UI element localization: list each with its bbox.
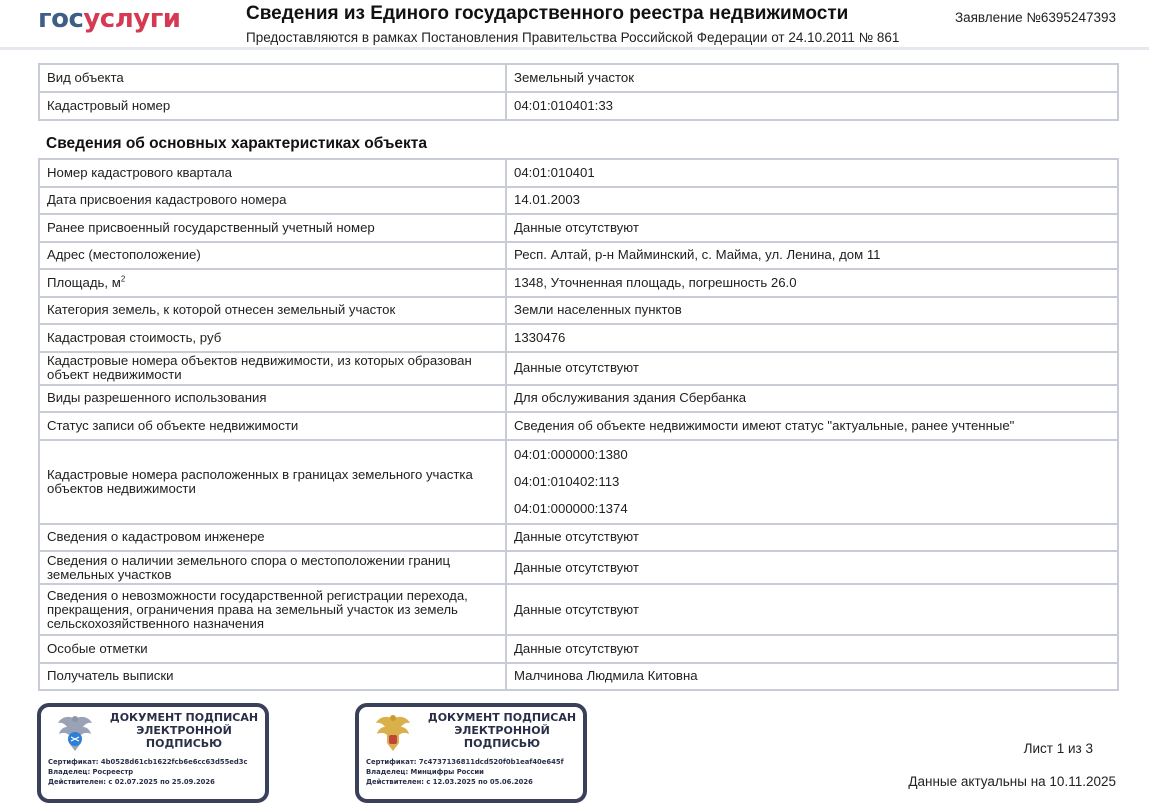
stamp-owner: Владелец: Минцифры России — [366, 768, 484, 776]
table-row — [39, 385, 1118, 413]
table-row — [39, 584, 1118, 635]
page-number: Лист 1 из 3 — [1023, 741, 1093, 756]
electronic-signature-stamp — [37, 703, 269, 803]
row-value: Земельный участок — [506, 64, 1118, 92]
object-summary-table — [38, 63, 1119, 121]
row-label: Кадастровый номер — [39, 92, 506, 120]
row-label: Статус записи об объекте недвижимости — [39, 412, 506, 440]
row-label: Особые отметки — [39, 635, 506, 663]
cadastral-number-item: 04:01:000000:1380 — [514, 447, 628, 462]
table-row — [39, 269, 1118, 297]
stamp-details — [366, 757, 564, 787]
row-label: Виды разрешенного использования — [39, 385, 506, 413]
row-label — [39, 269, 506, 297]
row-value: 04:01:010401 — [506, 159, 1118, 187]
table-row — [39, 524, 1118, 552]
row-label: Сведения о наличии земельного спора о местоположении границ земельных участков — [39, 551, 506, 584]
area-unit-superscript: 2 — [120, 274, 126, 284]
table-row — [39, 551, 1118, 584]
table-row — [39, 297, 1118, 325]
row-value: Малчинова Людмила Китовна — [506, 663, 1118, 691]
stamp-certificate: Сертификат: 4b0528d61cb1622fcb6e6cc63d55ed3c — [48, 758, 248, 766]
stamp-details — [48, 757, 248, 787]
rosreestr-eagle-icon — [55, 713, 95, 757]
cadastral-number-item: 04:01:010402:113 — [514, 474, 620, 489]
area-label: Площадь, м — [47, 274, 121, 290]
row-label: Сведения о кадастровом инженере — [39, 524, 506, 552]
stamp-heading-line: ДОКУМЕНТ ПОДПИСАН — [109, 711, 259, 724]
stamp-heading-line: ЭЛЕКТРОННОЙ — [454, 724, 550, 737]
table-row — [39, 352, 1118, 385]
row-value: 1348, Уточненная площадь, погрешность 26.0 — [506, 269, 1118, 297]
cadastral-number-item: 04:01:000000:1374 — [514, 501, 628, 516]
row-value: 04:01:010401:33 — [506, 92, 1118, 120]
row-value: Данные отсутствуют — [506, 524, 1118, 552]
row-label: Вид объекта — [39, 64, 506, 92]
row-label: Номер кадастрового квартала — [39, 159, 506, 187]
table-row — [39, 214, 1118, 242]
data-actual-date: Данные актуальны на 10.11.2025 — [908, 774, 1116, 789]
document-subtitle: Предоставляются в рамках Постановления Правительства Российской Федерации от 24.10.2011 № 861 — [246, 30, 900, 45]
stamp-owner: Владелец: Росреестр — [48, 768, 134, 776]
row-label: Получатель выписки — [39, 663, 506, 691]
table-row — [39, 412, 1118, 440]
electronic-signature-stamp — [355, 703, 587, 803]
document-title: Сведения из Единого государственного реестра недвижимости — [246, 3, 849, 24]
table-row — [39, 64, 1118, 92]
row-value: Для обслуживания здания Сбербанка — [506, 385, 1118, 413]
gosuslugi-logo[interactable] — [38, 4, 181, 34]
stamp-heading-line: ЭЛЕКТРОННОЙ — [136, 724, 232, 737]
table-row — [39, 440, 1118, 524]
row-label: Сведения о невозможности государственной регистрации перехода, прекращения, ограничения права на земельный участок из земель сельскохозяйственного назначения — [39, 584, 506, 635]
document-header — [0, 0, 1149, 50]
russia-coat-of-arms-icon — [373, 713, 413, 757]
stamp-heading-line: ДОКУМЕНТ ПОДПИСАН — [427, 711, 577, 724]
table-row — [39, 92, 1118, 120]
stamp-heading-line: ПОДПИСЬЮ — [145, 737, 223, 750]
row-value: Данные отсутствуют — [506, 214, 1118, 242]
stamp-heading-line: ПОДПИСЬЮ — [463, 737, 541, 750]
row-label: Кадастровая стоимость, руб — [39, 324, 506, 352]
row-value: Земли населенных пунктов — [506, 297, 1118, 325]
table-row — [39, 663, 1118, 691]
row-value: 14.01.2003 — [506, 187, 1118, 215]
row-value: Данные отсутствуют — [506, 352, 1118, 385]
row-value: Данные отсутствуют — [506, 635, 1118, 663]
stamp-certificate: Сертификат: 7c4737136811dcd520f0b1eaf40e645f — [366, 758, 564, 766]
row-value: 1330476 — [506, 324, 1118, 352]
row-value: Данные отсутствуют — [506, 551, 1118, 584]
stamp-validity: Действителен: с 12.03.2025 по 05.06.2026 — [366, 778, 533, 786]
row-label: Адрес (местоположение) — [39, 242, 506, 270]
application-number: Заявление №6395247393 — [954, 10, 1116, 25]
row-label: Кадастровые номера расположенных в границах земельного участка объектов недвижимости — [39, 440, 506, 524]
row-label: Дата присвоения кадастрового номера — [39, 187, 506, 215]
row-value-list — [506, 440, 1118, 524]
stamp-heading — [417, 711, 587, 750]
section-title: Сведения об основных характеристиках объекта — [46, 135, 428, 152]
table-row — [39, 324, 1118, 352]
row-label: Ранее присвоенный государственный учетный номер — [39, 214, 506, 242]
stamp-heading — [99, 711, 269, 750]
table-row — [39, 159, 1118, 187]
stamp-validity: Действителен: с 02.07.2025 по 25.09.2026 — [48, 778, 215, 786]
logo-part-gos: гос — [38, 4, 84, 34]
logo-part-uslugi: услуги — [83, 4, 181, 34]
row-value: Данные отсутствуют — [506, 584, 1118, 635]
row-value: Респ. Алтай, р-н Майминский, с. Майма, ул. Ленина, дом 11 — [506, 242, 1118, 270]
table-row — [39, 187, 1118, 215]
row-value: Сведения об объекте недвижимости имеют статус "актуальные, ранее учтенные" — [506, 412, 1118, 440]
table-row — [39, 242, 1118, 270]
row-label: Кадастровые номера объектов недвижимости, из которых образован объект недвижимости — [39, 352, 506, 385]
characteristics-table — [38, 158, 1119, 691]
row-label: Категория земель, к которой отнесен земельный участок — [39, 297, 506, 325]
table-row — [39, 635, 1118, 663]
